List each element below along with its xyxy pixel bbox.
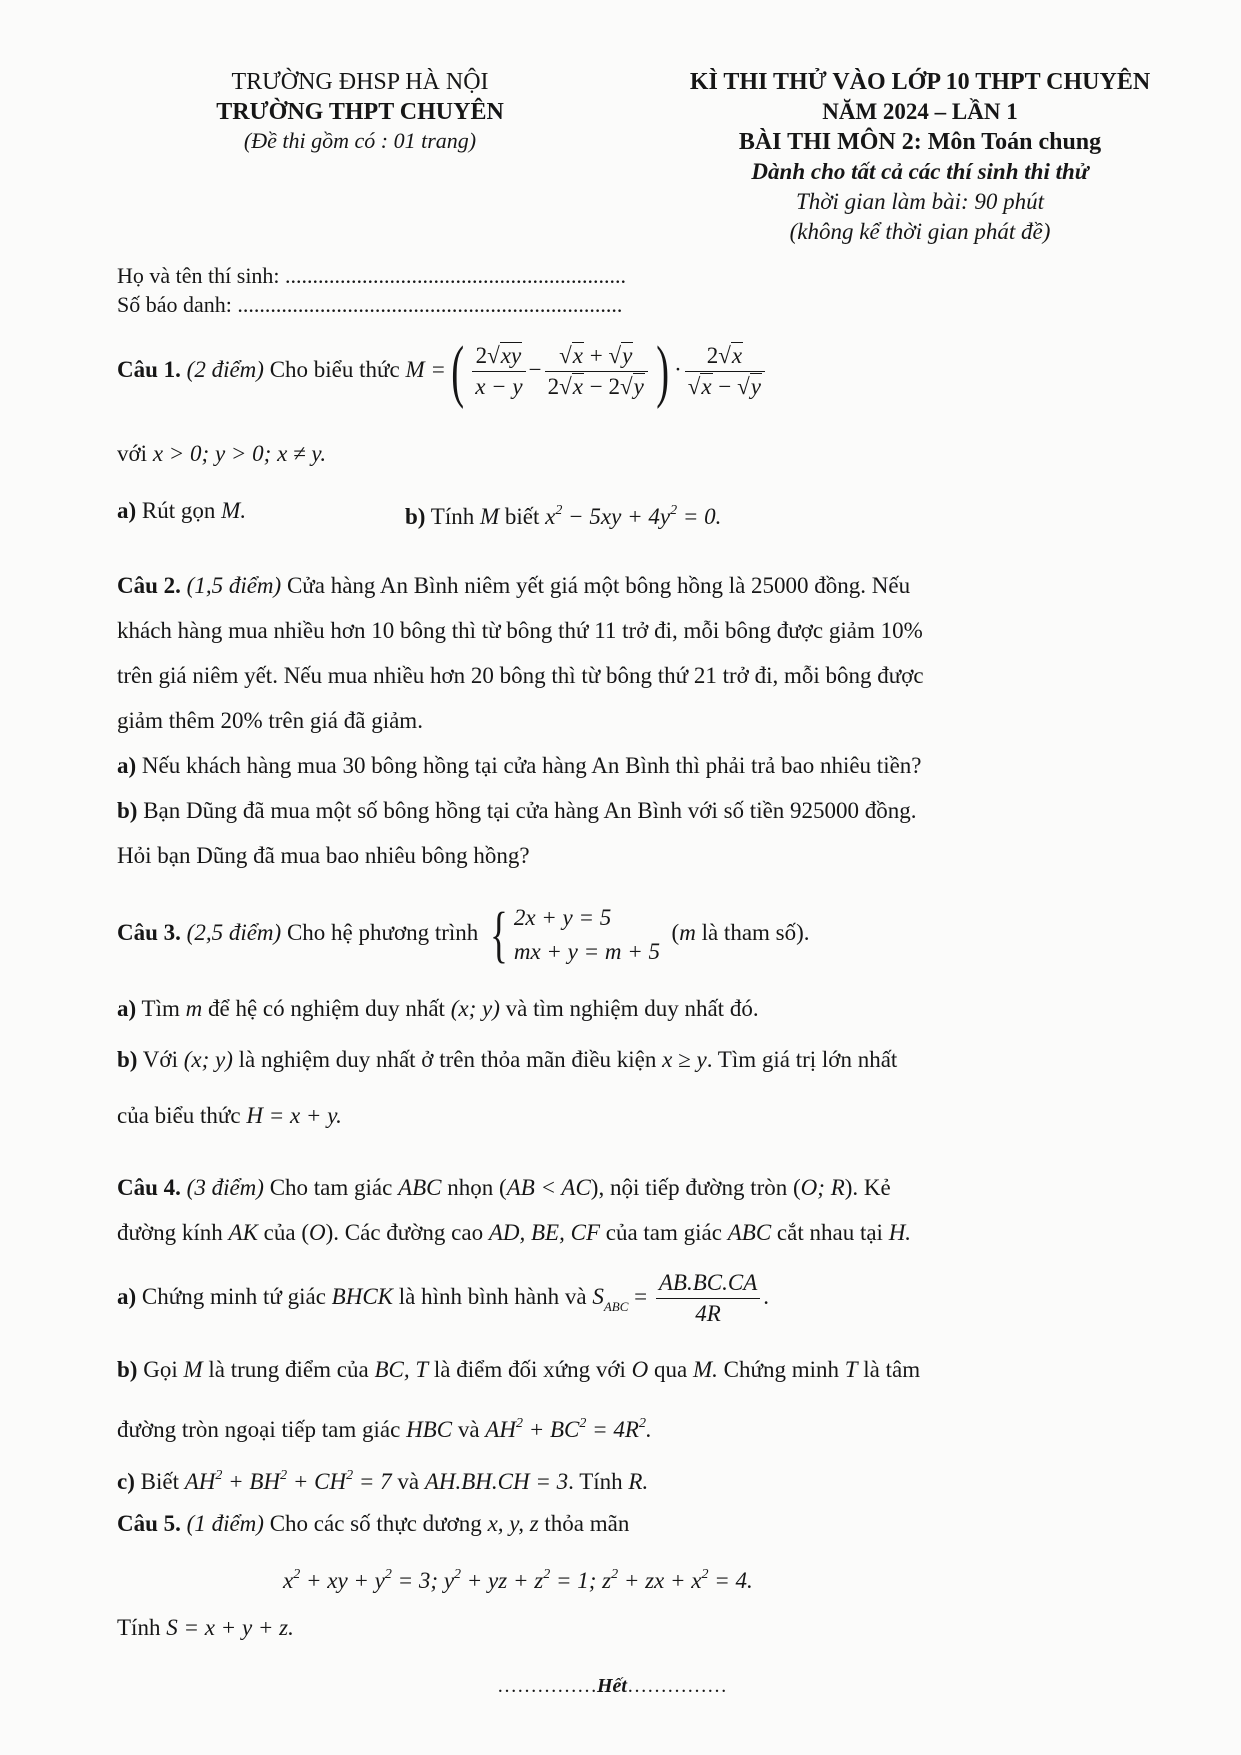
q4-c-eq-b: + BH	[222, 1469, 281, 1494]
q3-points: (2,5 điểm)	[186, 920, 282, 945]
q4-l1-circ: O; R	[800, 1175, 845, 1200]
q4-c-eq-d: = 7	[353, 1469, 392, 1494]
q3-system	[514, 901, 660, 969]
q2-title: Câu 2.	[117, 573, 181, 598]
q4-b-text5: Chứng minh	[723, 1357, 839, 1382]
q1-f2-den-minus: − 2	[589, 374, 620, 400]
q5-find-label: Tính	[117, 1615, 161, 1640]
q3-statement	[117, 898, 810, 968]
q4-b-eq-c: = 4R	[586, 1417, 639, 1442]
q2-b-text: Bạn Dũng đã mua một số bông hồng tại cửa hàng An Bình với số tiền 925000 đồng.	[143, 798, 917, 823]
q4-l1-abc: ABC	[398, 1175, 442, 1200]
q4-c-text1: Biết	[140, 1469, 179, 1494]
q1-b-eq-end: = 0.	[677, 504, 722, 529]
q1-b-eq-mid: − 5xy + 4y	[562, 504, 671, 529]
q5-e1a: x	[283, 1568, 294, 1593]
q4-c-label: c)	[117, 1469, 135, 1494]
q1-part-b	[405, 497, 721, 531]
exam-year: NĂM 2024 – LẦN 1	[822, 99, 1018, 124]
candidate-id-line	[117, 291, 622, 319]
q4-l2-a: đường kính	[117, 1220, 223, 1245]
q4-b-eq-end: .	[645, 1417, 652, 1442]
q3-a-text3: và tìm nghiệm duy nhất đó.	[505, 996, 759, 1021]
q1-a-text: Rút gọn	[141, 498, 216, 523]
q1-f1-coef: 2	[475, 343, 488, 369]
q1-f3-radicand: x	[731, 343, 743, 369]
q5-intro2: thỏa mãn	[544, 1511, 630, 1536]
q5-e3b: + zx + x	[618, 1568, 702, 1593]
q4-l2-abc: ABC	[727, 1220, 772, 1245]
q1-a-var: M.	[221, 498, 247, 523]
q1-f3-den-minus: −	[718, 374, 732, 400]
q1-f2-b: y	[622, 343, 633, 369]
q4-b-text3: là điểm đối xứng với	[433, 1357, 626, 1382]
q3-b-expr: H = x + y.	[246, 1103, 342, 1128]
q2-points: (1,5 điểm)	[186, 573, 282, 598]
q4-b-o: O	[631, 1357, 649, 1382]
q4-l1-c: ), nội tiếp đường tròn (	[590, 1175, 801, 1200]
candidate-name-field[interactable]: ..............................................................	[285, 263, 627, 288]
sqrt-icon: √xy	[487, 343, 522, 369]
exam-duration: Thời gian làm bài: 90 phút	[795, 189, 1045, 214]
q3-a-var: m	[185, 996, 203, 1021]
q3-a-pair: (x; y)	[450, 996, 500, 1021]
q5-equations	[283, 1561, 753, 1595]
q4-l1-b: nhọn (	[447, 1175, 507, 1200]
left-brace-icon: {	[490, 900, 508, 969]
q3-eq1: 2x + y = 5	[513, 904, 612, 930]
q2-line-4: giảm thêm 20% trên giá đã giảm.	[117, 708, 423, 733]
q1-b-text2: biết	[504, 504, 540, 529]
q1-f3-den-a: x	[701, 374, 712, 400]
q1-lhs: M =	[405, 357, 446, 382]
end-word: Hết	[597, 1675, 627, 1697]
q1-title: Câu 1.	[117, 357, 181, 382]
q4-l2-b: của (	[263, 1220, 309, 1245]
exponent: 2	[611, 1567, 619, 1582]
q2-part-b-line-2: Hỏi bạn Dũng đã mua bao nhiêu bông hồng?	[117, 843, 530, 868]
q3-b-label: b)	[117, 1047, 138, 1072]
left-paren-icon: (	[451, 332, 464, 410]
q3-intro: Cho hệ phương trình	[286, 920, 479, 945]
q4-b-equation	[485, 1417, 651, 1442]
q1-condition-prefix: với	[117, 441, 148, 466]
exponent: 2	[280, 1468, 288, 1483]
q4-l2-h: H.	[888, 1220, 912, 1245]
q2-line-1	[117, 572, 910, 600]
end-dots-left: ……………	[497, 1675, 597, 1697]
q4-c-equation	[185, 1469, 392, 1494]
q2-line-2: khách hàng mua nhiều hơn 10 bông thì từ bông thứ 11 trở đi, mỗi bông được giảm 10%	[117, 618, 923, 643]
q5-e1c: = 3; y	[391, 1568, 455, 1593]
exponent: 2	[555, 503, 563, 518]
q1-condition	[117, 440, 326, 468]
q3-part-b-line-2	[117, 1102, 342, 1130]
q1-b-eq-x: x	[545, 504, 556, 529]
q4-a-fraction	[656, 1268, 760, 1329]
q5-target: S = x + y + z.	[166, 1615, 294, 1640]
q4-l2-ak: AK	[228, 1220, 258, 1245]
q4-b-bc: BC, T	[374, 1357, 429, 1382]
q4-a-bhck: BHCK	[331, 1284, 394, 1309]
q1-fraction-2	[545, 341, 648, 402]
end-marker	[497, 1672, 727, 1700]
sqrt-icon: √x	[559, 374, 583, 400]
q2-part-a	[117, 752, 922, 780]
q5-points: (1 điểm)	[186, 1511, 264, 1536]
sqrt-icon: √x	[687, 374, 712, 400]
q3-title: Câu 3.	[117, 920, 181, 945]
q4-l2-e: cắt nhau tại	[776, 1220, 883, 1245]
exam-title: KÌ THI THỬ VÀO LỚP 10 THPT CHUYÊN	[689, 69, 1151, 95]
q4-part-c	[117, 1462, 648, 1496]
q4-a-s: S	[592, 1284, 604, 1309]
q4-b-label: b)	[117, 1357, 138, 1382]
q2-b-label: b)	[117, 798, 138, 823]
q2-text-1: Cửa hàng An Bình niêm yết giá một bông hồng là 25000 đồng. Nếu	[286, 573, 911, 598]
right-paren-icon: )	[656, 332, 669, 410]
q4-l2-c: ). Các đường cao	[325, 1220, 484, 1245]
exponent: 2	[670, 503, 678, 518]
q4-a-label: a)	[117, 1284, 137, 1309]
q4-line-1	[117, 1174, 891, 1202]
q1-a-label: a)	[117, 498, 137, 523]
q3-eq2: mx + y = m + 5	[513, 938, 661, 964]
q1-statement	[117, 330, 768, 410]
q4-l1-ineq: AB < AC	[506, 1175, 591, 1200]
q4-a-den: 4R	[695, 1301, 721, 1327]
q4-a-area	[592, 1284, 629, 1314]
q4-b-hbc: HBC	[406, 1417, 453, 1442]
sqrt-icon: √y	[608, 343, 633, 369]
sqrt-icon: √x	[718, 343, 743, 369]
exponent: 2	[293, 1567, 301, 1582]
q4-b-l2-text: đường tròn ngoại tiếp tam giác	[117, 1417, 401, 1442]
q1-fraction-3	[685, 341, 765, 402]
school-name: TRƯỜNG THPT CHUYÊN	[216, 99, 504, 125]
q4-l2-alts: AD, BE, CF	[488, 1220, 600, 1245]
q5-intro: Cho các số thực dương	[269, 1511, 482, 1536]
exponent: 2	[579, 1416, 587, 1431]
q1-points: (2 điểm)	[186, 357, 264, 382]
q4-b-eq-b: + BC	[522, 1417, 580, 1442]
q3-param-var: m	[679, 920, 696, 945]
q4-b-text4: qua	[654, 1357, 688, 1382]
sqrt-icon: √y	[619, 374, 644, 400]
q1-f2-a: x	[572, 343, 583, 369]
q4-b-and: và	[457, 1417, 480, 1442]
q4-b-eq-a: AH	[485, 1417, 516, 1442]
q5-statement	[117, 1510, 629, 1538]
q3-part-a	[117, 995, 759, 1023]
sqrt-icon: √y	[737, 374, 761, 400]
q3-param-note: là tham số).	[701, 920, 810, 945]
q1-b-label: b)	[405, 504, 426, 529]
q1-f1-radicand: xy	[500, 343, 522, 369]
exponent: 2	[454, 1567, 462, 1582]
q1-f2-den-coef: 2	[547, 374, 560, 400]
q4-a-end: .	[763, 1284, 769, 1309]
sqrt-icon: √x	[559, 343, 583, 369]
university-name: TRƯỜNG ĐHSP HÀ NỘI	[231, 69, 489, 95]
q3-param-open: (	[671, 920, 680, 945]
candidate-id-field[interactable]: ......................................................................	[237, 292, 623, 317]
q4-c-eq-c: + CH	[287, 1469, 347, 1494]
q3-part-b	[117, 1046, 897, 1074]
exam-duration-note: (không kể thời gian phát đề)	[789, 219, 1051, 244]
exam-subject: BÀI THI MÔN 2: Môn Toán chung	[738, 129, 1102, 155]
candidate-id-label: Số báo danh:	[117, 292, 232, 317]
q1-f2-den-a: x	[572, 374, 583, 400]
q2-a-label: a)	[117, 753, 137, 778]
q1-f2-den-b: y	[633, 374, 644, 400]
q5-find	[117, 1614, 294, 1642]
exponent: 2	[384, 1567, 392, 1582]
candidate-name-label: Họ và tên thí sinh:	[117, 263, 280, 288]
candidate-name-line	[117, 262, 626, 290]
q4-c-prod: AH.BH.CH = 3	[424, 1469, 569, 1494]
q1-intro: Cho biểu thức	[269, 357, 400, 382]
q4-c-text2: . Tính	[568, 1469, 623, 1494]
exponent: 2	[701, 1567, 709, 1582]
q3-b-cond: x ≥ y	[662, 1047, 707, 1072]
q1-b-equation	[545, 504, 721, 529]
q2-part-b	[117, 797, 917, 825]
q4-part-a	[117, 1262, 769, 1332]
q1-f1-den: x − y	[475, 374, 523, 400]
q3-b-text3: . Tìm giá trị lớn nhất	[706, 1047, 898, 1072]
exponent: 2	[543, 1567, 551, 1582]
q3-a-text2: để hệ có nghiệm duy nhất	[207, 996, 445, 1021]
q4-a-sub: ABC	[603, 1299, 629, 1314]
q3-a-text1: Tìm	[141, 996, 180, 1021]
q4-l1-d: ). Kẻ	[844, 1175, 891, 1200]
q4-a-eq: =	[634, 1284, 648, 1309]
q4-l2-d: của tam giác	[605, 1220, 722, 1245]
q4-b-m: M	[183, 1357, 203, 1382]
q1-f3-coef: 2	[706, 343, 719, 369]
exponent: 2	[215, 1468, 223, 1483]
q4-points: (3 điểm)	[186, 1175, 264, 1200]
q5-e3c: = 4.	[708, 1568, 753, 1593]
q4-b-t: T	[844, 1357, 858, 1382]
q4-c-eq-a: AH	[184, 1469, 216, 1494]
q5-title: Câu 5.	[117, 1511, 181, 1536]
pages-note: (Đề thi gồm có : 01 trang)	[243, 128, 477, 153]
q4-b-text2: là trung điểm của	[208, 1357, 369, 1382]
q4-b-m2: M.	[692, 1357, 718, 1382]
q4-line-2	[117, 1219, 911, 1247]
q4-a-num: AB.BC.CA	[656, 1268, 760, 1299]
q3-b-text4: của biểu thức	[117, 1103, 241, 1128]
q1-f3-den-b: y	[750, 374, 761, 400]
q4-title: Câu 4.	[117, 1175, 181, 1200]
q1-dot: ·	[674, 357, 682, 382]
exponent: 2	[638, 1416, 646, 1431]
q4-b-text1: Gọi	[143, 1357, 178, 1382]
q1-b-text: Tính	[430, 504, 475, 529]
q4-a-text1: Chứng minh tứ giác	[141, 1284, 326, 1309]
q4-part-b-line-2	[117, 1410, 652, 1444]
q1-part-a	[117, 497, 246, 525]
exam-audience: Dành cho tất cả các thí sinh thi thử	[751, 159, 1089, 184]
q4-b-text6: là tâm	[863, 1357, 921, 1382]
q4-a-text2: là hình bình hành và	[398, 1284, 587, 1309]
q3-b-text1: Với	[142, 1047, 178, 1072]
q5-e2b: + yz + z	[461, 1568, 544, 1593]
q2-a-text: Nếu khách hàng mua 30 bông hồng tại cửa hàng An Bình thì phải trả bao nhiêu tiền?	[141, 753, 922, 778]
q1-f2-plus: +	[589, 343, 603, 369]
q4-c-r: R.	[628, 1469, 649, 1494]
q4-c-and: và	[397, 1469, 420, 1494]
q4-l2-o: O	[309, 1220, 326, 1245]
q1-condition-expr: x > 0; y > 0; x ≠ y.	[152, 441, 327, 466]
q3-b-pair: (x; y)	[183, 1047, 233, 1072]
q1-minus: −	[528, 357, 542, 382]
q2-line-3: trên giá niêm yết. Nếu mua nhiều hơn 20 bông thì từ bông thứ 21 trở đi, mỗi bông được	[117, 663, 924, 688]
q1-fraction-1	[472, 341, 525, 402]
q5-e1b: + xy + y	[300, 1568, 385, 1593]
exponent: 2	[346, 1468, 354, 1483]
q3-b-text2: là nghiệm duy nhất ở trên thỏa mãn điều kiện	[238, 1047, 657, 1072]
q3-a-label: a)	[117, 996, 137, 1021]
exponent: 2	[515, 1416, 523, 1431]
end-dots-right: ……………	[627, 1675, 727, 1697]
q1-b-var: M	[480, 504, 500, 529]
q4-l1-a: Cho tam giác	[269, 1175, 393, 1200]
q4-part-b	[117, 1356, 920, 1384]
q5-vars: x, y, z	[487, 1511, 539, 1536]
q5-e2c: = 1; z	[550, 1568, 612, 1593]
